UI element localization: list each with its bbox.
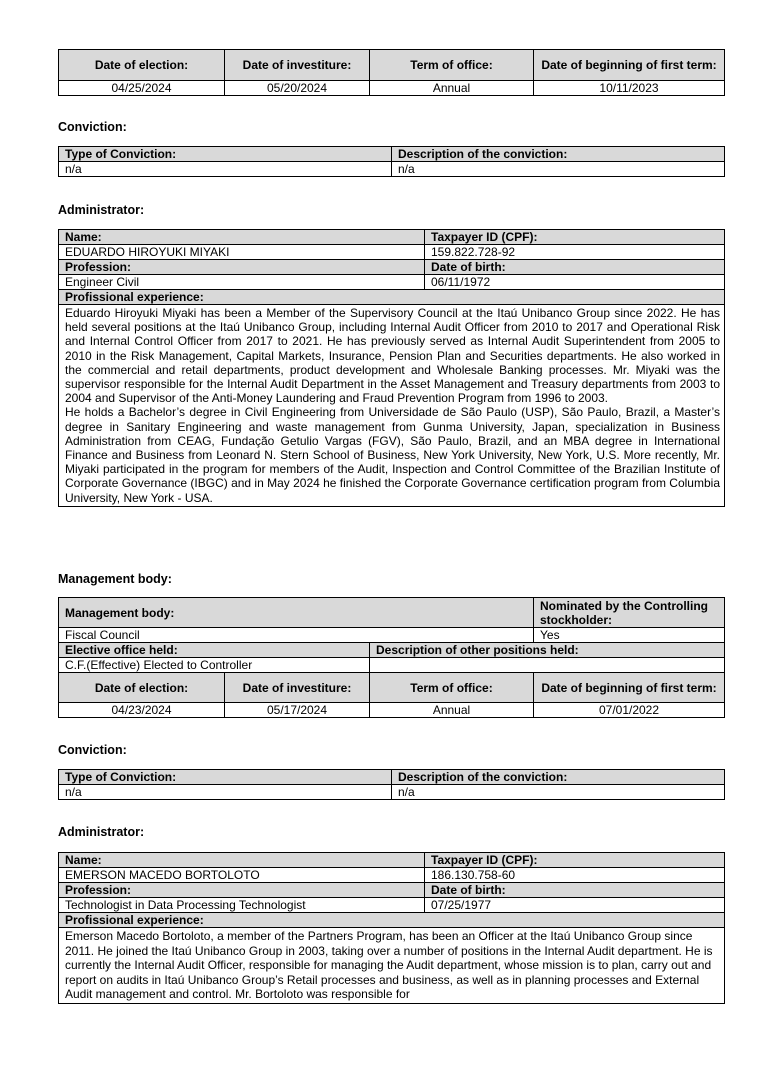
first-term-value: 07/01/2022 bbox=[534, 703, 725, 718]
profession-label: Profession: bbox=[59, 883, 425, 898]
date-of-birth-label: Date of birth: bbox=[425, 260, 725, 275]
profession-value: Engineer Civil bbox=[59, 275, 425, 290]
name-label: Name: bbox=[59, 230, 425, 245]
management-body-title: Management body: bbox=[58, 572, 172, 586]
elective-office-value: C.F.(Effective) Elected to Controller bbox=[59, 658, 370, 673]
date-of-election-value: 04/25/2024 bbox=[59, 81, 225, 96]
conviction-type-header: Type of Conviction: bbox=[59, 147, 392, 162]
conviction-type-value: n/a bbox=[59, 785, 392, 800]
management-table bbox=[58, 597, 725, 673]
date-of-birth-value: 06/11/1972 bbox=[425, 275, 725, 290]
administrator-table-2 bbox=[58, 852, 725, 1004]
administrator-title-2: Administrator: bbox=[58, 825, 145, 839]
name-label: Name: bbox=[59, 853, 425, 868]
term-of-office-header: Term of office: bbox=[370, 673, 534, 703]
experience-label: Profissional experience: bbox=[59, 913, 725, 928]
experience-paragraph-1: Emerson Macedo Bortoloto, a member of the Partners Program, has been an Officer at the Itaú Unibanco Group since 2011. He joined the Itaú Unibanco Group in 2003, taking over a number of positions in the Internal Audit department. He is currently the Internal Audit Officer, responsible for managing the Audit department, whose mission is to plan, carry out and report on audits in Itaú Unibanco Group’s Retail processes and business, as well as in planning processes and External Audit management and control. Mr. Bortoloto was responsible for bbox=[65, 929, 713, 1002]
first-term-value: 10/11/2023 bbox=[534, 81, 725, 96]
first-term-header: Date of beginning of first term: bbox=[534, 673, 725, 703]
profession-label: Profession: bbox=[59, 260, 425, 275]
management-body-value: Fiscal Council bbox=[59, 628, 534, 643]
date-of-investiture-header: Date of investiture: bbox=[225, 673, 370, 703]
cpf-label: Taxpayer ID (CPF): bbox=[425, 230, 725, 245]
cpf-value: 159.822.728-92 bbox=[425, 245, 725, 260]
conviction-table-2 bbox=[58, 769, 725, 800]
conviction-description-header: Description of the conviction: bbox=[392, 147, 725, 162]
dates-table-2 bbox=[58, 672, 725, 718]
conviction-description-header: Description of the conviction: bbox=[392, 770, 725, 785]
date-of-birth-label: Date of birth: bbox=[425, 883, 725, 898]
cpf-label: Taxpayer ID (CPF): bbox=[425, 853, 725, 868]
conviction-type-value: n/a bbox=[59, 162, 392, 177]
name-value: EDUARDO HIROYUKI MIYAKI bbox=[59, 245, 425, 260]
date-of-investiture-value: 05/17/2024 bbox=[225, 703, 370, 718]
date-of-election-header: Date of election: bbox=[59, 673, 225, 703]
experience-paragraph-2: He holds a Bachelor’s degree in Civil Engineering from Universidade de São Paulo (USP), São Paulo, Brazil, a Master’s degree in Sanitary Engineering and waste management from Gunma University, Japan, specialization in Business Administration from CEAG, Fundação Getulio Vargas (FGV), São Paulo, Brazil, and an MBA degree in International Finance and Business from Leonard N. Stern School of Business, New York University, New York, U.S. More recently, Mr. Miyaki participated in the program for members of the Audit, Inspection and Control Committee of the Brazilian Institute of Corporate Governance (IBGC) and in May 2024 he finished the Corporate Governance certification program from Columbia University, New York - USA. bbox=[65, 405, 720, 505]
other-positions-value bbox=[370, 658, 725, 673]
term-of-office-header: Term of office: bbox=[370, 50, 534, 81]
dates-table-1 bbox=[58, 49, 725, 96]
term-of-office-value: Annual bbox=[370, 81, 534, 96]
other-positions-label: Description of other positions held: bbox=[370, 643, 725, 658]
conviction-title-2: Conviction: bbox=[58, 743, 127, 757]
conviction-type-header: Type of Conviction: bbox=[59, 770, 392, 785]
conviction-description-value: n/a bbox=[392, 162, 725, 177]
name-value: EMERSON MACEDO BORTOLOTO bbox=[59, 868, 425, 883]
term-of-office-value: Annual bbox=[370, 703, 534, 718]
experience-text bbox=[59, 928, 725, 1004]
date-of-election-header: Date of election: bbox=[59, 50, 225, 81]
experience-text bbox=[59, 305, 725, 507]
administrator-title-1: Administrator: bbox=[58, 203, 145, 217]
experience-paragraph-1: Eduardo Hiroyuki Miyaki has been a Member of the Supervisory Council at the Itaú Unibanco Group since 2022. He has held several positions at the Itaú Unibanco Group, including Internal Audit Officer from 2010 to 2017 and Operational Risk and Internal Control Officer from 2017 to 2021. He has previously served as Internal Audit Superintendent from 2005 to 2010 in the Risk Management, Capital Markets, Insurance, Pension Plan and Securities departments. He also worked in the commercial and retail departments, product development and Wholesale Banking processes. Mr. Miyaki was the supervisor responsible for the Internal Audit Department in the Asset Management and Treasury departments from 2003 to 2004 and Supervisor of the Anti-Money Laundering and Fraud Prevention Program from 1996 to 2003. bbox=[65, 306, 720, 406]
first-term-header: Date of beginning of first term: bbox=[534, 50, 725, 81]
cpf-value: 186.130.758-60 bbox=[425, 868, 725, 883]
conviction-description-value: n/a bbox=[392, 785, 725, 800]
conviction-table-1 bbox=[58, 146, 725, 177]
administrator-table-1 bbox=[58, 229, 725, 507]
experience-label: Profissional experience: bbox=[59, 290, 725, 305]
management-body-label: Management body: bbox=[59, 598, 534, 628]
date-of-birth-value: 07/25/1977 bbox=[425, 898, 725, 913]
date-of-investiture-value: 05/20/2024 bbox=[225, 81, 370, 96]
profession-value: Technologist in Data Processing Technologist bbox=[59, 898, 425, 913]
conviction-title-1: Conviction: bbox=[58, 120, 127, 134]
elective-office-label: Elective office held: bbox=[59, 643, 370, 658]
date-of-election-value: 04/23/2024 bbox=[59, 703, 225, 718]
nominated-value: Yes bbox=[534, 628, 725, 643]
nominated-label: Nominated by the Controlling stockholder: bbox=[534, 598, 725, 628]
date-of-investiture-header: Date of investiture: bbox=[225, 50, 370, 81]
